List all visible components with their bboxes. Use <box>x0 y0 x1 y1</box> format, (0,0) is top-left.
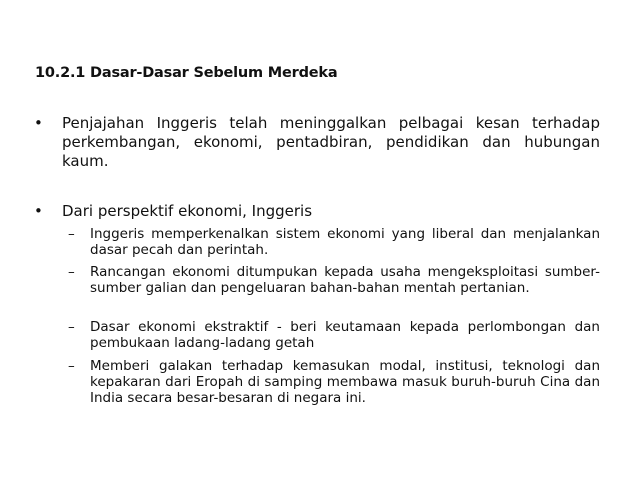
section-heading: 10.2.1 Dasar-Dasar Sebelum Merdeka <box>35 65 338 81</box>
bullet-text: Dari perspektif ekonomi, Inggeris <box>62 202 313 220</box>
bullet-item-colonial-impact <box>34 114 600 171</box>
sub-item-liberal-economy <box>68 226 600 258</box>
sub-item-resource-exploitation <box>68 264 600 296</box>
bullet-icon: • <box>34 202 43 220</box>
dash-icon: – <box>68 358 75 374</box>
sub-item-text: Memberi galakan terhadap kemasukan modal, institusi, teknologi dan kepakaran dari Eropah di samping membawa masuk buruh-buruh Cina dan India secara besar-besaran di negara ini. <box>90 358 600 406</box>
sub-item-text: Inggeris memperkenalkan sistem ekonomi yang liberal dan menjalankan dasar pecah dan perintah. <box>90 226 600 258</box>
sub-item-text: Rancangan ekonomi ditumpukan kepada usaha mengeksploitasi sumber-sumber galian dan pengeluaran bahan-bahan mentah pertanian. <box>90 264 600 296</box>
dash-icon: – <box>68 226 75 242</box>
sub-item-extractive-policy <box>68 319 600 351</box>
dash-icon: – <box>68 319 75 335</box>
sub-item-text: Dasar ekonomi ekstraktif - beri keutamaan kepada perlombongan dan pembukaan ladang-ladang getah <box>90 319 600 351</box>
bullet-text: Penjajahan Inggeris telah meninggalkan pelbagai kesan terhadap perkembangan, ekonomi, pentadbiran, pendidikan dan hubungan kaum. <box>62 114 600 170</box>
bullet-item-economic-perspective <box>34 202 600 221</box>
bullet-icon: • <box>34 114 43 132</box>
sub-item-capital-and-labour <box>68 358 600 406</box>
dash-icon: – <box>68 264 75 280</box>
